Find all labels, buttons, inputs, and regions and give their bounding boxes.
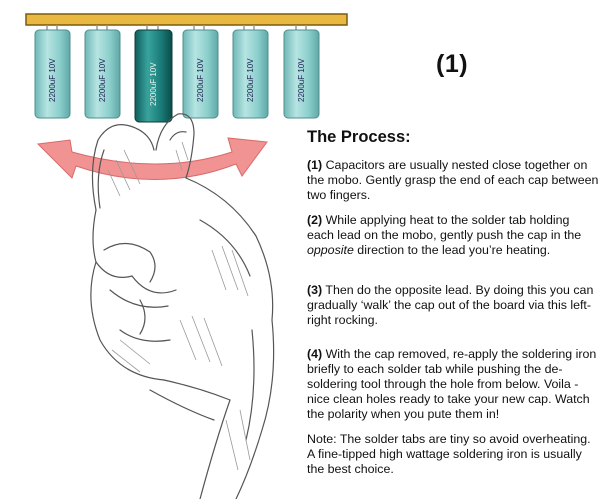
step-3-number: (3) xyxy=(307,283,323,297)
step-2-number: (2) xyxy=(307,213,323,227)
hand-sketch-shading xyxy=(108,142,250,470)
capacitor-label: 2200uF 10V xyxy=(297,58,306,102)
circuit-board xyxy=(26,14,347,25)
capacitor-label: 2200uF 10V xyxy=(196,58,205,102)
capacitor-label: 2200uF 10V xyxy=(48,58,57,102)
process-step-3 xyxy=(307,283,599,328)
capacitor-label: 2200uF 10V xyxy=(98,58,107,102)
process-step-4 xyxy=(307,347,599,422)
step-4-number: (4) xyxy=(307,347,323,361)
capacitor-label: 2200uF 10V xyxy=(149,62,158,106)
process-step-1 xyxy=(307,158,599,203)
capacitor xyxy=(233,30,268,118)
process-note: Note: The solder tabs are tiny so avoid overheating. A fine-tipped high wattage soldering iron is usually the best choice. xyxy=(307,432,591,476)
capacitor xyxy=(183,30,218,118)
step-number: (1) xyxy=(436,50,469,78)
step-3-text: Then do the opposite lead. By doing this you can gradually ‘walk’ the cap out of the board via this left-right rocking. xyxy=(307,283,594,327)
process-title: The Process: xyxy=(307,128,411,146)
capacitor-selected xyxy=(135,30,172,122)
process-step-2 xyxy=(307,213,599,258)
step-4-text: With the cap removed, re-apply the soldering iron briefly to each solder tab while pushing the de-soldering tool through the hole from below. Voila - nice clean holes ready to take your new cap. Watch the polarity when you pute them in! xyxy=(307,347,597,421)
step-2-text: While applying heat to the solder tab holding each lead on the mobo, gently push the cap in the xyxy=(307,213,582,242)
step-2-text-end: direction to the lead you’re heating. xyxy=(353,243,551,257)
capacitor-label: 2200uF 10V xyxy=(246,58,255,102)
capacitor xyxy=(284,30,319,118)
step-2-emphasis: opposite xyxy=(307,243,354,257)
capacitor xyxy=(35,30,70,118)
step-1-text: Capacitors are usually nested close together on the mobo. Gently grasp the end of each cap between two fingers. xyxy=(307,158,599,202)
capacitor xyxy=(85,30,120,118)
step-1-number: (1) xyxy=(307,158,323,172)
